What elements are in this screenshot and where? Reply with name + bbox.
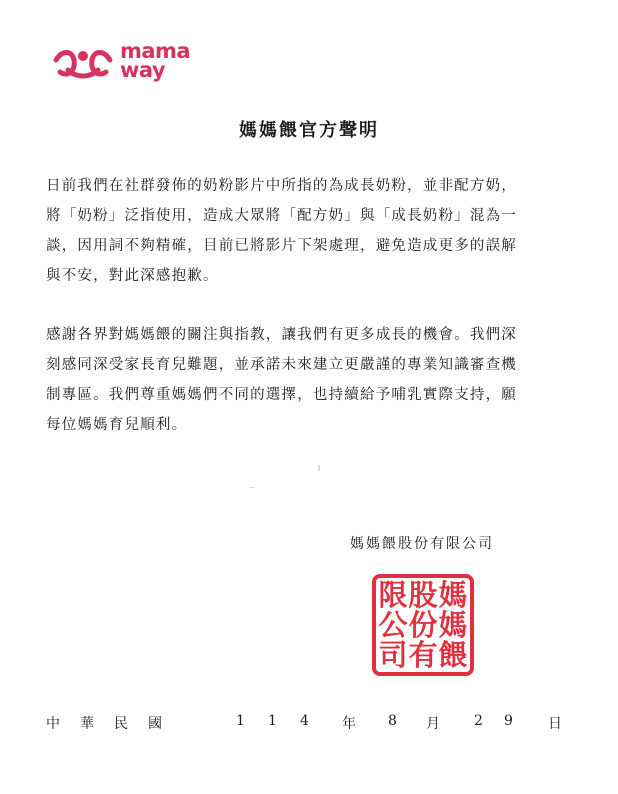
date-era-char: 中 bbox=[46, 716, 60, 732]
date-month: 8 bbox=[388, 713, 397, 729]
date-month-unit: 月 bbox=[426, 716, 440, 732]
date-era-char: 華 bbox=[80, 716, 94, 732]
paragraph-line: 談，因用詞不夠精確，目前已將影片下架處理，避免造成更多的誤解 bbox=[46, 238, 517, 254]
apology-paragraph bbox=[46, 171, 576, 291]
thanks-paragraph bbox=[46, 320, 576, 440]
date-year-digit: 1 bbox=[236, 713, 245, 729]
mamaway-logo bbox=[50, 39, 200, 86]
paragraph-line: 日前我們在社群發佈的奶粉影片中所指的為成長奶粉，並非配方奶， bbox=[46, 178, 517, 194]
date-day-unit: 日 bbox=[548, 716, 562, 732]
paragraph-line: 每位媽媽育兒順利。 bbox=[46, 417, 188, 433]
seal-char: 餵 bbox=[438, 638, 468, 672]
paragraph-line: 制專區。我們尊重媽媽們不同的選擇，也持續給予哺乳實際支持，願 bbox=[46, 387, 517, 403]
scan-speck bbox=[250, 487, 255, 488]
paragraph-line: 將「奶粉」泛指使用，造成大眾將「配方奶」與「成長奶粉」混為一 bbox=[46, 208, 517, 224]
seal-char: 限 bbox=[378, 578, 408, 612]
paragraph-line: 與不安，對此深感抱歉。 bbox=[46, 268, 219, 284]
date-era-char: 國 bbox=[148, 716, 162, 732]
seal-char: 媽 bbox=[438, 578, 468, 612]
paragraph-line: 刻感同深受家長育兒難題，並承諾未來建立更嚴謹的專業知識審查機 bbox=[46, 357, 517, 373]
company-seal bbox=[371, 573, 475, 677]
seal-char: 份 bbox=[408, 608, 438, 642]
seal-char: 司 bbox=[378, 638, 408, 672]
mamaway-logo-text: mama way bbox=[120, 39, 191, 82]
seal-char: 股 bbox=[408, 578, 438, 612]
date-day-digit: 2 bbox=[474, 713, 483, 729]
scan-speck bbox=[318, 465, 320, 471]
page-title: 媽媽餵官方聲明 bbox=[239, 120, 379, 141]
date-year-digit: 1 bbox=[268, 713, 277, 729]
date-line bbox=[46, 713, 576, 735]
mamaway-logo-icon bbox=[50, 46, 116, 82]
company-name: 媽媽餵股份有限公司 bbox=[350, 536, 494, 552]
date-year-digit: 4 bbox=[300, 713, 309, 729]
date-era-char: 民 bbox=[114, 716, 128, 732]
seal-char: 公 bbox=[378, 608, 408, 642]
paragraph-line: 感謝各界對媽媽餵的關注與指教，讓我們有更多成長的機會。我們深 bbox=[46, 327, 517, 343]
date-day-digit: 9 bbox=[504, 713, 513, 729]
date-year-unit: 年 bbox=[342, 716, 356, 732]
seal-char: 有 bbox=[408, 638, 438, 672]
seal-char: 媽 bbox=[438, 608, 468, 642]
